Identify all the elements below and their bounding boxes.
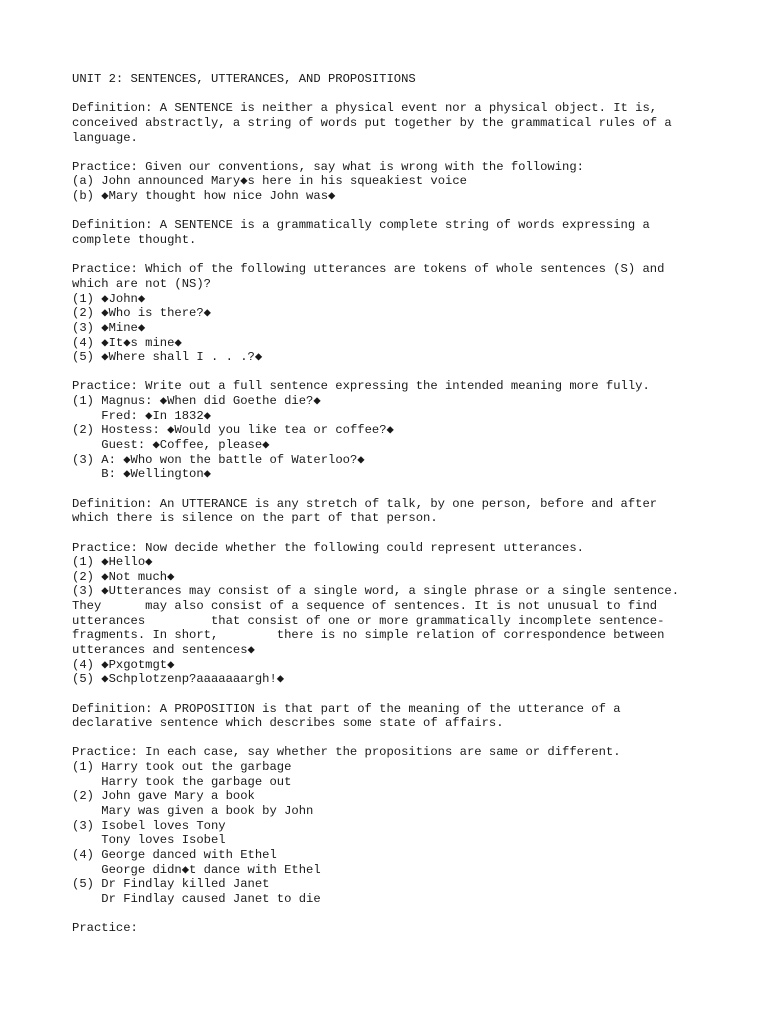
text-line: declarative sentence which describes some state of affairs. (72, 716, 504, 731)
text-line: language. (72, 130, 138, 145)
text-line: Practice: In each case, say whether the propositions are same or different. (72, 745, 621, 760)
text-line: utterances and sentences◆ (72, 642, 255, 657)
practice-4 (72, 541, 712, 687)
practice-5 (72, 745, 712, 906)
text-line: Harry took the garbage out (72, 774, 292, 789)
text-line: (4) George danced with Ethel (72, 847, 277, 862)
text-line: (1) ◆John◆ (72, 291, 146, 306)
practice-3 (72, 379, 712, 481)
text-line: (2) ◆Who is there?◆ (72, 306, 212, 321)
text-line: (1) Magnus: ◆When did Goethe die?◆ (72, 394, 321, 409)
text-line: (4) ◆It◆s mine◆ (72, 335, 182, 350)
text-line: Definition: A SENTENCE is neither a physical event nor a physical object. It is, (72, 101, 658, 116)
document-page (72, 72, 712, 936)
text-line: Definition: A PROPOSITION is that part of the meaning of the utterance of a (72, 701, 621, 716)
text-line: which are not (NS)? (72, 276, 211, 291)
text-line: Dr Findlay caused Janet to die (72, 891, 321, 906)
text-line: (1) Harry took out the garbage (72, 760, 292, 775)
text-line: (2) John gave Mary a book (72, 789, 255, 804)
text-line: Guest: ◆Coffee, please◆ (72, 438, 270, 453)
text-line: complete thought. (72, 233, 197, 248)
text-line: Fred: ◆In 1832◆ (72, 408, 212, 423)
text-line: B: ◆Wellington◆ (72, 467, 212, 482)
text-line: (3) ◆Utterances may consist of a single word, a single phrase or a single sentence. (72, 584, 680, 599)
text-line: (3) ◆Mine◆ (72, 320, 146, 335)
definition-proposition (72, 702, 712, 731)
text-line: (1) ◆Hello◆ (72, 555, 153, 570)
text-line: conceived abstractly, a string of words put together by the grammatical rules of a (72, 115, 672, 130)
text-line: (b) ◆Mary thought how nice John was◆ (72, 189, 336, 204)
text-line: fragments. In short, there is no simple relation of correspondence between (72, 628, 665, 643)
text-line: which there is silence on the part of that person. (72, 511, 438, 526)
unit-title: UNIT 2: SENTENCES, UTTERANCES, AND PROPOSITIONS (72, 72, 416, 86)
text-line: (a) John announced Mary◆s here in his squeakiest voice (72, 174, 467, 189)
text-line: (5) ◆Where shall I . . .?◆ (72, 350, 263, 365)
text-line: (5) Dr Findlay killed Janet (72, 877, 270, 892)
text-line: Definition: A SENTENCE is a grammatically complete string of words expressing a (72, 218, 650, 233)
text-line: (2) ◆Not much◆ (72, 569, 175, 584)
text-line: Mary was given a book by John (72, 804, 314, 819)
text-line: They may also consist of a sequence of sentences. It is not unusual to find (72, 599, 658, 614)
text-line: Practice: Write out a full sentence expressing the intended meaning more fully. (72, 379, 650, 394)
practice-2 (72, 262, 712, 364)
definition-sentence-1 (72, 101, 712, 145)
text-line: (2) Hostess: ◆Would you like tea or coffee?◆ (72, 423, 394, 438)
definition-utterance (72, 497, 712, 526)
practice-1 (72, 160, 712, 204)
text-line: Definition: An UTTERANCE is any stretch of talk, by one person, before and after (72, 496, 658, 511)
definition-sentence-2 (72, 218, 712, 247)
text-line: utterances that consist of one or more grammatically incomplete sentence- (72, 613, 665, 628)
text-line: (3) Isobel loves Tony (72, 818, 226, 833)
text-line: (5) ◆Schplotzenp?aaaaaaargh!◆ (72, 672, 285, 687)
text-line: Practice: Which of the following utterances are tokens of whole sentences (S) and (72, 262, 665, 277)
text-line: Practice: Given our conventions, say what is wrong with the following: (72, 159, 584, 174)
practice-6: Practice: (72, 921, 138, 936)
text-line: George didn◆t dance with Ethel (72, 862, 321, 877)
text-line: Tony loves Isobel (72, 833, 226, 848)
text-line: Practice: Now decide whether the following could represent utterances. (72, 540, 584, 555)
text-line: (3) A: ◆Who won the battle of Waterloo?◆ (72, 452, 365, 467)
text-line: (4) ◆Pxgotmgt◆ (72, 657, 175, 672)
